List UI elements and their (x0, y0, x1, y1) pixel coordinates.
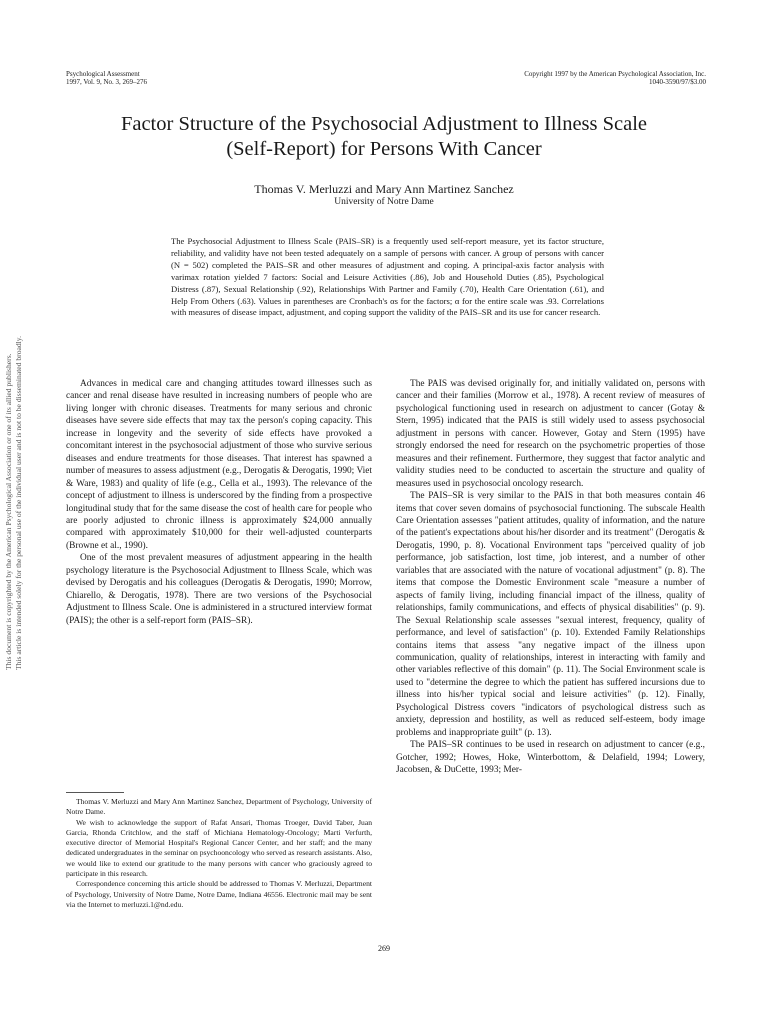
footnote: We wish to acknowledge the support of Rafat Ansari, Thomas Troeger, David Taber, Juan Garcia, Rhonda Critchlow, and the staff of Michiana Hematology-Oncology; Marti Verfurth, executive director of Memorial Hospital's Regional Cancer Center, and her staff; and the many dedicated undergraduates in the seminar on psychooncology who served as research assistants. Also, we would like to extend our gratitude to the many persons with cancer who graciously agreed to participate in this research. (66, 817, 372, 879)
authors: Thomas V. Merluzzi and Mary Ann Martinez Sanchez (254, 182, 514, 196)
journal-volume: 1997, Vol. 9, No. 3, 269–276 (66, 78, 148, 86)
body-paragraph: The PAIS was devised originally for, and initially validated on, persons with cancer and their families (Morrow et al., 1978). A recent review of measures of psychological functioning used in research on adjustment to cancer (Gotay & Stern, 1995) indicated that the PAIS is still widely used to assess psychosocial adjustment in persons with cancer. However, Gotay and Stern (1995) have strongly endorsed the need for research on the psychometric properties of those measures and their refinement. Furthermore, they suggest that factor analytic and validity studies need to be conducted to ascertain the structure and quality of measures used in psychosocial oncology research. (396, 379, 705, 489)
title-line-1: Factor Structure of the Psychosocial Adjustment to Illness Scale (120, 113, 648, 135)
body-paragraph: The PAIS–SR is very similar to the PAIS in that both measures contain 46 items that cover seven domains of psychosocial functioning. The subscale Health Care Orientation assesses "patient attitudes, quality of information, and the nature of the patient's expectations about his/her disorder and its treatment" (Derogatis & Derogatis, 1990, p. 8). Vocational Environment taps "perceived quality of job performance, job satisfaction, lost time, job interest, and a number of other variables that are associated with the nature of vocational adjustment" (p. 8). The items that compose the Domestic Environment scale "measure a number of aspects of family living, including financial impact of the illness, quality of relationships, family communications, and effects of physical disabilities" (p. 9). The Sexual Relationship scale assesses "sexual interest, frequency, quality of performance, and level of satisfaction" (p. 10). Extended Family Relationships contains items that assess "any negative impact of the illness upon communication, quality of relationships, interest in interacting with family and other variables reflective of this domain" (p. 11). The Social Environment scale is used to "determine the degree to which the patient has suffered incursions due to illness into his/her typical social and leisure activities" (p. 12). Finally, Psychological Distress covers "indicators of psychological distress such as anxiety, depression and hostility, as well as reduced self-esteem, body image problems and inappropriate guilt" (p. 13). (396, 491, 705, 738)
footnote: Correspondence concerning this article should be addressed to Thomas V. Merluzzi, Department of Psychology, University of Notre Dame, Notre Dame, Indiana 46556. Electronic mail may be sent via the Internet to merluzzi.1@nd.edu. (66, 879, 372, 909)
author-footnotes (66, 797, 372, 910)
title-line-2: (Self-Report) for Persons With Cancer (226, 138, 542, 160)
footnote: Thomas V. Merluzzi and Mary Ann Martinez Sanchez, Department of Psychology, University of Notre Dame. (66, 797, 372, 817)
body-paragraph: The PAIS–SR continues to be used in research on adjustment to cancer (e.g., Gotcher, 1992; Howes, Hoke, Winterbottom, & Delafield, 1994; Lowery, Jacobsen, & DuCette, 1993; Mer- (396, 740, 705, 776)
left-column (66, 378, 372, 627)
notice-line-2: This article is intended solely for the personal use of the individual user and is not to be disseminated broadly. (13, 336, 23, 670)
copyright-line: Copyright 1997 by the American Psychological Association, Inc. (524, 70, 706, 78)
journal-name: Psychological Assessment (66, 70, 140, 78)
copyright-notice-vertical (4, 290, 23, 670)
copyright-header (524, 70, 706, 86)
page-number: 269 (378, 944, 390, 953)
body-paragraph: Advances in medical care and changing attitudes toward illnesses such as cancer and renal disease have resulted in increasing numbers of people who are living longer with chronic diseases. Treatments for many serious and chronic diseases have severe side effects that may tax the person's coping capacity. This increase in longevity and the severity of side effects have provoked a concomitant interest in the psychosocial adjustment of those who survive serious diseases and endure treatments for those diseases. That interest has spawned a number of measures to assess adjustment (e.g., Derogatis & Derogatis, 1990; Viet & Ware, 1983) and quality of life (e.g., Cella et al., 1993). The relevance of the concept of adjustment to illness is underscored by the finding from a prospective longitudinal study that for the same disease the cost of health care for people who are poorly adjusted to chronic illness is approximately $24,000 annually compared with approximately $10,000 for their well-adjusted counterparts (Browne et al., 1990). (66, 379, 372, 551)
article-title (60, 112, 708, 162)
footnote-divider (66, 792, 124, 793)
abstract: The Psychosocial Adjustment to Illness Scale (PAIS–SR) is a frequently used self-report measure, yet its factor structure, reliability, and validity have not been tested adequately on a sample of persons with cancer. A group of persons with cancer (N = 502) completed the PAIS–SR and other measures of adjustment and coping. A principal-axis factor analysis with varimax rotation yielded 7 factors: Social and Leisure Activities (.86), Job and Household Duties (.85), Psychological Distress (.87), Sexual Relationship (.92), Relationships With Partner and Family (.70), Health Care Orientation (.61), and Help From Others (.63). Values in parentheses are Cronbach's αs for the factors; α for the entire scale was .93. Correlations with measures of disease impact, adjustment, and coping support the validity of the PAIS–SR and its use for cancer research. (171, 236, 604, 318)
affiliation: University of Notre Dame (334, 197, 434, 207)
notice-line-1: This document is copyrighted by the American Psychological Association or one of its allied publishers. (4, 353, 13, 670)
right-column (396, 378, 705, 777)
article-code: 1040-3590/97/$3.00 (649, 78, 706, 86)
journal-header (66, 70, 147, 86)
body-paragraph: One of the most prevalent measures of adjustment appearing in the health psychology literature is the Psychosocial Adjustment to Illness Scale, which was devised by Derogatis and his colleagues (Derogatis & Derogatis, 1990; Morrow, Chiarello, & Derogatis, 1978). There are two versions of the Psychosocial Adjustment to Illness Scale. One is administered in a structured interview format (PAIS); the other is a self-report form (PAIS–SR). (66, 553, 372, 626)
